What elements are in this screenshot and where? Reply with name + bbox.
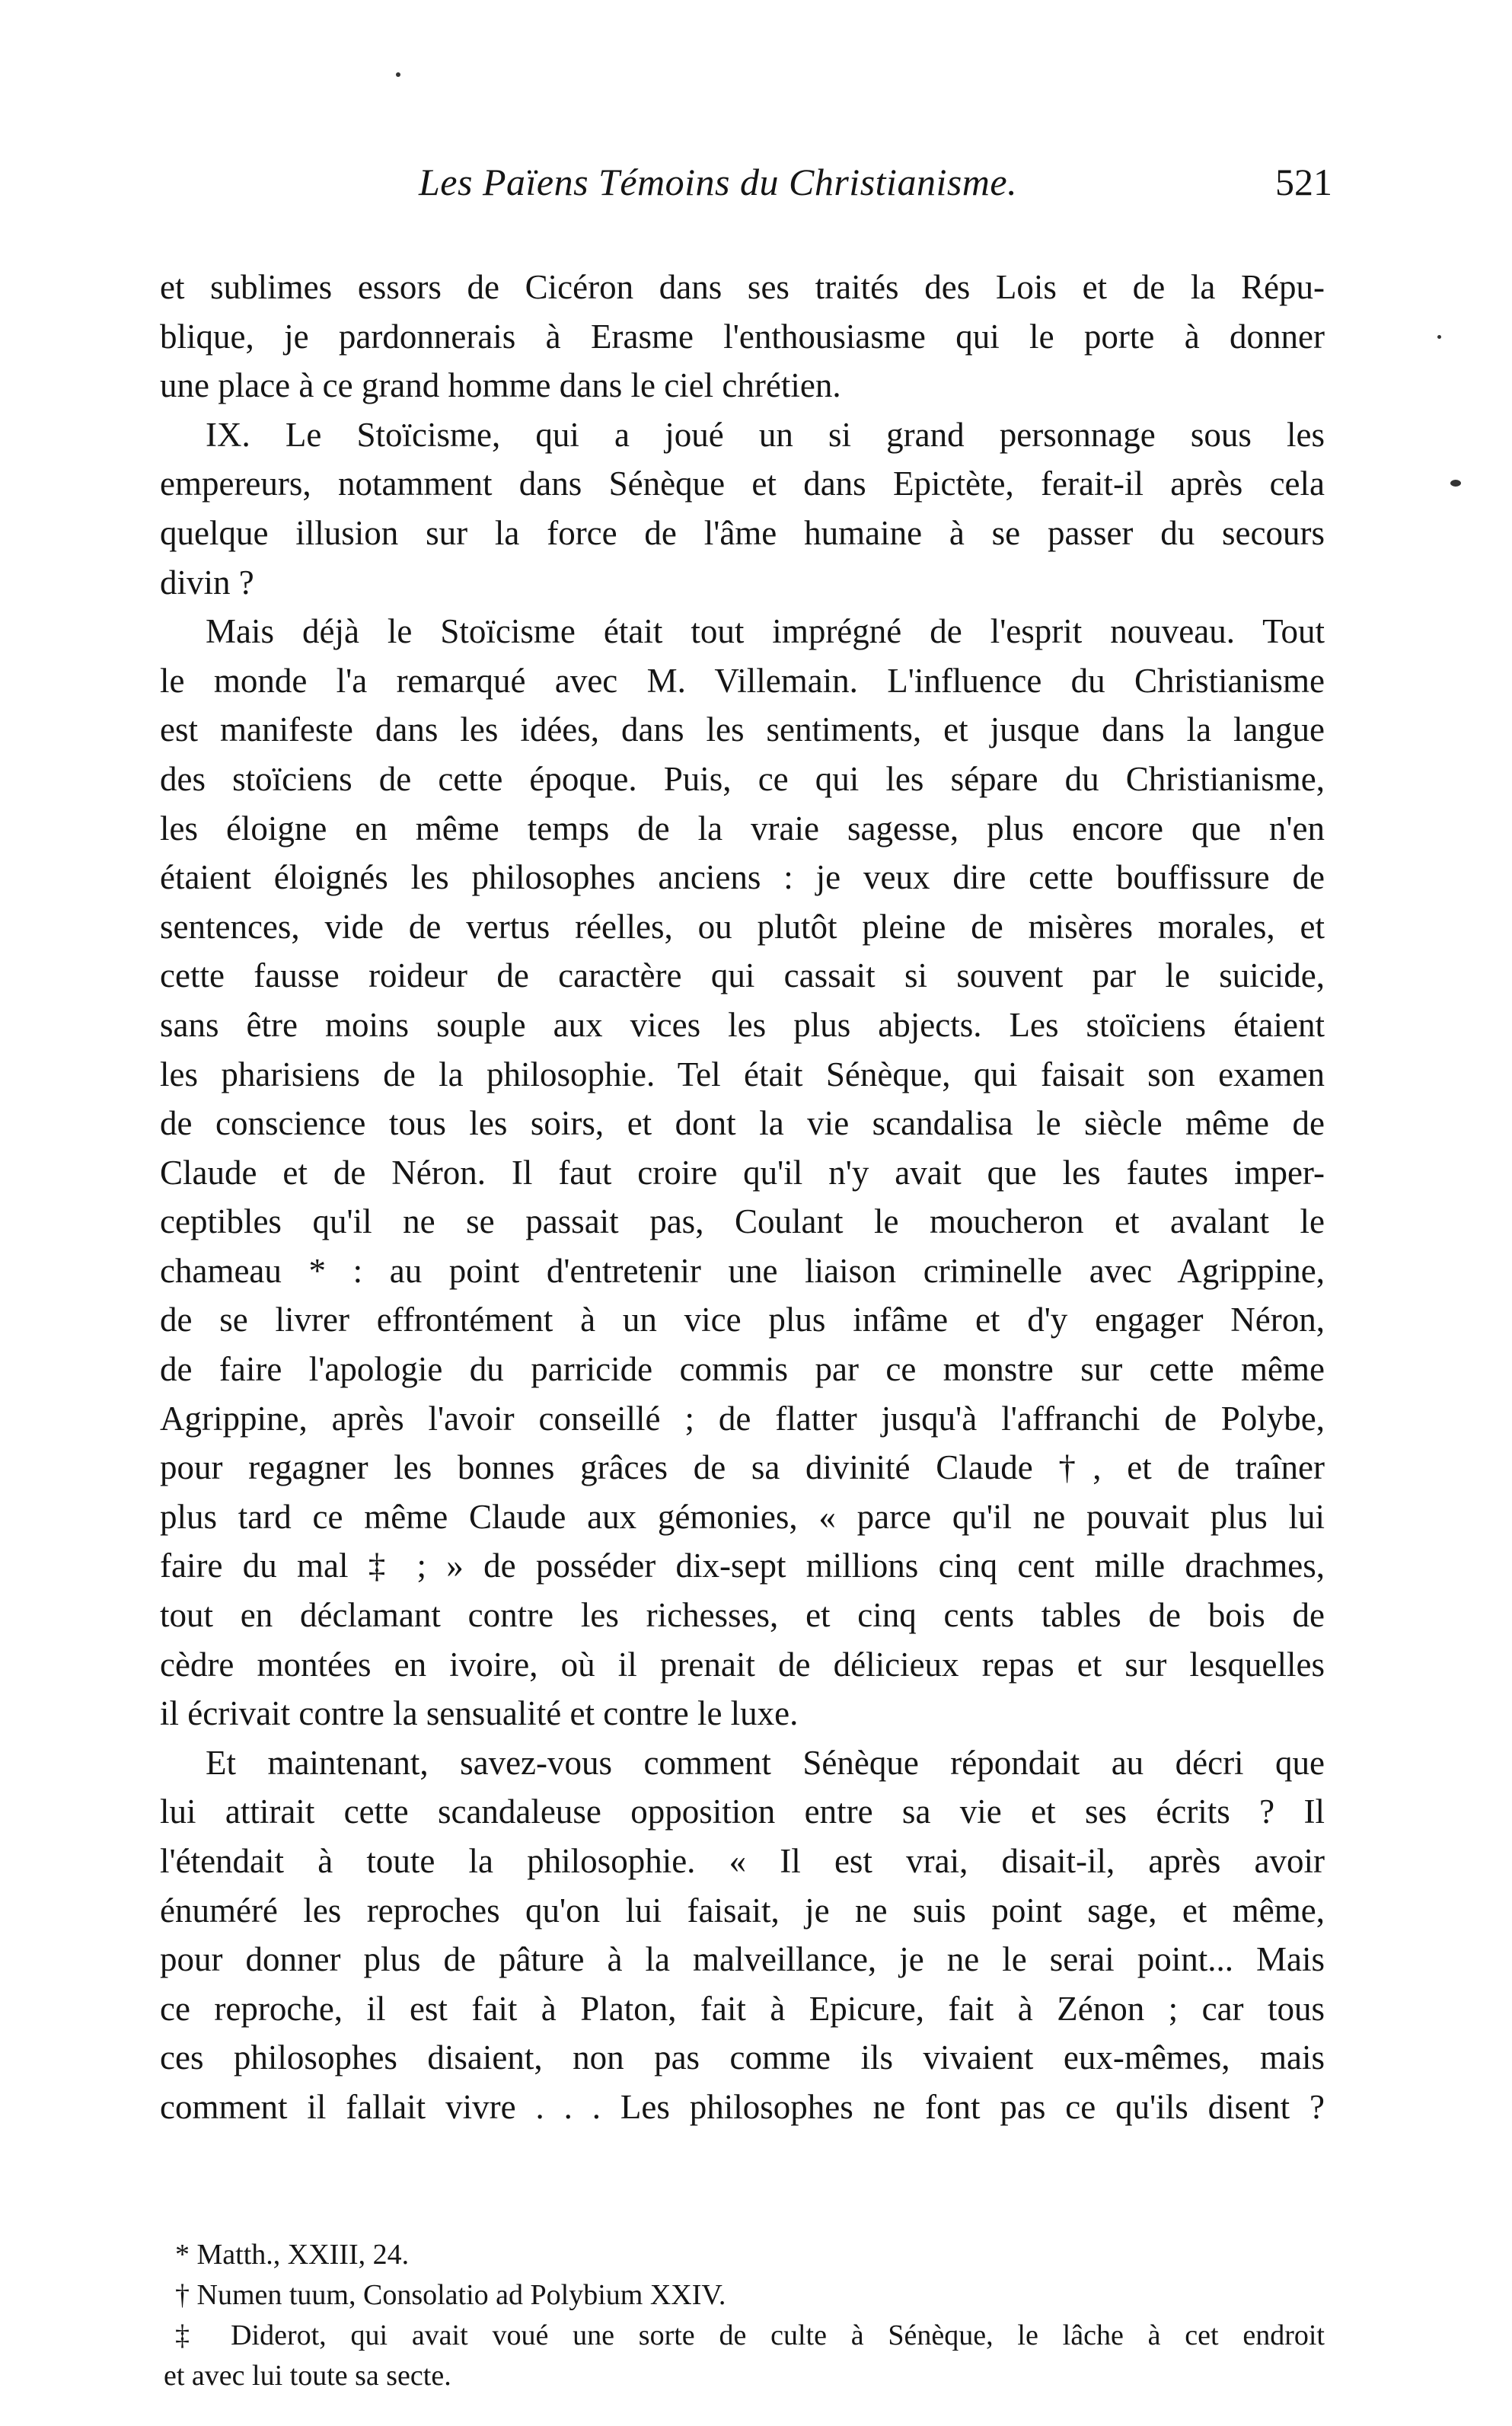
text-line: ces philosophes disaient, non pas comme ils vivaient eux-mêmes, mais xyxy=(160,2038,1325,2077)
page-number: 521 xyxy=(1275,161,1332,203)
text-line: étaient éloignés les philosophes anciens : je veux dire cette bouffissure de xyxy=(160,858,1325,897)
text-line: les pharisiens de la philosophie. Tel était Sénèque, qui faisait son examen xyxy=(160,1055,1325,1093)
footnote: † Numen tuum, Consolatio ad Polybium XXIV. xyxy=(175,2279,726,2311)
text-line: Claude et de Néron. Il faut croire qu'il n'y avait que les fautes imper- xyxy=(160,1153,1325,1192)
scan-speck xyxy=(1437,335,1441,339)
text-line: empereurs, notamment dans Sénèque et dans Epictète, ferait-il après cela xyxy=(160,464,1325,503)
text-line: IX. Le Stoïcisme, qui a joué un si grand personnage sous les xyxy=(206,415,1325,454)
body-text xyxy=(160,263,1325,2132)
text-line: faire du mal ‡ ; » de posséder dix-sept millions cinq cent mille drachmes, xyxy=(160,1547,1325,1585)
text-line: Et maintenant, savez-vous comment Sénèque répondait au décri que xyxy=(206,1743,1325,1782)
text-line: des stoïciens de cette époque. Puis, ce qui les sépare du Christianisme, xyxy=(160,759,1325,798)
text-line: lui attirait cette scandaleuse opposition entre sa vie et ses écrits ? Il xyxy=(160,1792,1325,1831)
text-line: cèdre montées en ivoire, où il prenait de délicieux repas et sur lesquelles xyxy=(160,1645,1325,1684)
text-line: l'étendait à toute la philosophie. « Il est vrai, disait-il, après avoir xyxy=(160,1842,1325,1880)
scan-speck xyxy=(1450,480,1461,487)
text-line: cette fausse roideur de caractère qui cassait si souvent par le suicide, xyxy=(160,956,1325,995)
text-line: tout en déclamant contre les richesses, et cinq cents tables de bois de xyxy=(160,1596,1325,1635)
text-line: chameau * : au point d'entretenir une liaison criminelle avec Agrippine, xyxy=(160,1251,1325,1290)
text-line: il écrivait contre la sensualité et contre le luxe. xyxy=(160,1694,799,1733)
text-line: quelque illusion sur la force de l'âme humaine à se passer du secours xyxy=(160,513,1325,552)
running-title: Les Païens Témoins du Christianisme. xyxy=(419,161,1018,203)
scan-speck xyxy=(396,72,400,77)
text-line: sentences, vide de vertus réelles, ou plutôt pleine de misères morales, et xyxy=(160,907,1325,946)
text-line: sans être moins souple aux vices les plus abjects. Les stoïciens étaient xyxy=(160,1005,1325,1044)
text-line: blique, je pardonnerais à Erasme l'enthousiasme qui le porte à donner xyxy=(160,317,1325,356)
text-line: ceptibles qu'il ne se passait pas, Coulant le moucheron et avalant le xyxy=(160,1202,1325,1241)
text-line: est manifeste dans les idées, dans les sentiments, et jusque dans la langue xyxy=(160,710,1325,749)
text-line: Agrippine, après l'avoir conseillé ; de flatter jusqu'à l'affranchi de Polybe, xyxy=(160,1399,1325,1438)
text-line: énuméré les reproches qu'on lui faisait, je ne suis point sage, et même, xyxy=(160,1891,1325,1930)
text-line: pour regagner les bonnes grâces de sa divinité Claude †, et de traîner xyxy=(160,1448,1325,1487)
text-line: de conscience tous les soirs, et dont la vie scandalisa le siècle même de xyxy=(160,1104,1325,1143)
text-line: divin ? xyxy=(160,563,254,602)
text-line: le monde l'a remarqué avec M. Villemain. L'influence du Christianisme xyxy=(160,661,1325,700)
text-line: plus tard ce même Claude aux gémonies, « parce qu'il ne pouvait plus lui xyxy=(160,1497,1325,1536)
text-line: pour donner plus de pâture à la malveillance, je ne le serai point... Mais xyxy=(160,1940,1325,1979)
footnote: * Matth., XXIII, 24. xyxy=(175,2239,410,2271)
text-line: de faire l'apologie du parricide commis par ce monstre sur cette même xyxy=(160,1350,1325,1389)
text-line: ce reproche, il est fait à Platon, fait à Epicure, fait à Zénon ; car tous xyxy=(160,1989,1325,2028)
footnote: ‡ Diderot, qui avait voué une sorte de culte à Sénèque, le lâche à cet endroit xyxy=(175,2319,1325,2351)
text-line: Mais déjà le Stoïcisme était tout imprégné de l'esprit nouveau. Tout xyxy=(206,612,1325,651)
text-line: une place à ce grand homme dans le ciel chrétien. xyxy=(160,366,841,405)
text-line: et sublimes essors de Cicéron dans ses traités des Lois et de la Répu- xyxy=(160,268,1325,306)
footnotes xyxy=(164,2235,1325,2396)
text-line: les éloigne en même temps de la vraie sagesse, plus encore que n'en xyxy=(160,809,1325,848)
footnote: et avec lui toute sa secte. xyxy=(164,2360,451,2392)
text-line: comment il fallait vivre . . . Les philosophes ne font pas ce qu'ils disent ? xyxy=(160,2087,1325,2126)
text-line: de se livrer effrontément à un vice plus infâme et d'y engager Néron, xyxy=(160,1301,1325,1339)
page-header xyxy=(160,160,1332,221)
